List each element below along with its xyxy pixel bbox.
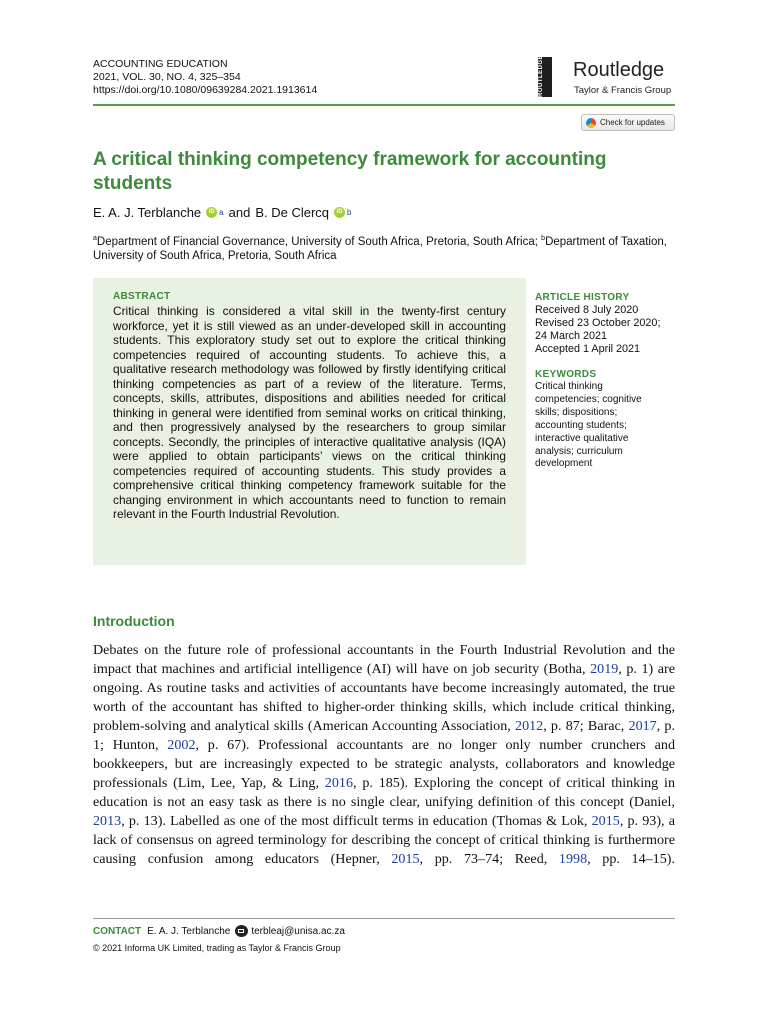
citation-link[interactable]: 1998 <box>558 851 588 867</box>
journal-doi-link[interactable]: https://doi.org/10.1080/09639284.2021.1913614 <box>93 84 318 96</box>
history-received: Received 8 July 2020 <box>535 304 639 316</box>
citation-link[interactable]: 2013 <box>93 813 122 829</box>
orcid-icon[interactable]: iD <box>334 207 345 218</box>
publisher-mark: ROUTLEDGE <box>538 57 552 97</box>
author-1-affil-sup[interactable]: a <box>219 208 224 217</box>
citation-link[interactable]: 2017 <box>628 718 657 734</box>
citation-link[interactable]: 2015 <box>591 813 620 829</box>
affil-b: Department of Taxation, University of South Africa, Pretoria, South Africa <box>93 235 667 262</box>
body-text-run: , p. 185). Exploring the concept of critical thinking in education is not an easy task as there is no single clear, unifying definition of this concept (Daniel, <box>93 775 675 810</box>
orcid-icon[interactable]: iD <box>206 207 217 218</box>
citation-link[interactable]: 2016 <box>324 775 353 791</box>
update-icon <box>586 118 596 128</box>
publisher-logo <box>538 55 688 99</box>
citation-link[interactable]: 2019 <box>590 661 619 677</box>
article-history <box>535 291 675 356</box>
check-for-updates-label: Check for updates <box>600 118 665 127</box>
journal-meta <box>93 58 317 97</box>
publisher-name: Routledge <box>573 59 665 81</box>
author-connector: and <box>228 205 251 220</box>
publisher-group: Taylor & Francis Group <box>574 85 672 96</box>
body-text-run: , p. 87; Barac, <box>543 718 629 734</box>
footer-divider <box>93 918 675 919</box>
check-for-updates-button[interactable] <box>581 114 675 131</box>
keyword-line: development <box>535 458 593 470</box>
affiliations <box>93 232 683 263</box>
contact-email-link[interactable]: terbleaj@unisa.ac.za <box>251 925 345 937</box>
affil-a-sup: a <box>93 235 97 242</box>
author-line <box>93 205 351 220</box>
introduction-paragraph <box>93 641 675 869</box>
email-icon <box>235 925 248 937</box>
author-1-name[interactable]: E. A. J. Terblanche <box>93 205 202 220</box>
history-revised: Revised 23 October 2020; <box>535 317 661 329</box>
keyword-line: competencies; cognitive <box>535 393 642 405</box>
body-text-run: , p. 1) are ongoing. As routine tasks and activities of accountants have become increasingly automated, the true worth of the accountant has shifted to higher-order thinking skills, which include critical thinking, problem-solving and analytical skills (American Accounting Association, <box>93 661 675 734</box>
author-2-affil-sup[interactable]: b <box>347 208 352 217</box>
keywords-list <box>535 381 675 471</box>
citation-link[interactable]: 2012 <box>515 718 544 734</box>
body-text-run: , pp. 14–15). <box>587 851 675 867</box>
abstract-text: Critical thinking is considered a vital skill in the twenty-first century workforce, yet it is still viewed as an under-developed skill in accounting students. This exploratory study set out to explore the critical thinking competencies required of accounting students. To achieve this, a qualitative research methodology was followed by firstly identifying critical thinking competencies as part of a review of the literature. Terms, concepts, skills, attributes, dispositions and abilities needed for critical thinking in general were identified from seminal works on critical thinking, and then progressively analysed by the researchers to group similar concepts. Secondly, the principles of interactive qualitative analysis (IQA) were applied to obtain participants’ views on the critical thinking competencies required of accounting students. This study provides a comprehensive critical thinking competency framework suitable for the changing environment in which accountants need to function to remain relevant in the Fourth Industrial Revolution. <box>113 304 506 521</box>
body-text-run: , pp. 73–74; Reed, <box>419 851 559 867</box>
citation-link[interactable]: 2002 <box>167 737 196 753</box>
history-revised-2: 24 March 2021 <box>535 330 608 342</box>
contact-line <box>93 925 345 937</box>
journal-name: ACCOUNTING EDUCATION <box>93 58 228 70</box>
affil-b-sup: b <box>541 235 546 242</box>
copyright-notice: © 2021 Informa UK Limited, trading as Taylor & Francis Group <box>93 943 341 953</box>
article-title: A critical thinking competency framework for accounting students <box>93 149 607 194</box>
header-divider <box>93 104 675 106</box>
keyword-line: accounting students; <box>535 419 627 431</box>
keyword-line: analysis; curriculum <box>535 445 623 457</box>
contact-name: E. A. J. Terblanche <box>147 925 231 937</box>
history-accepted: Accepted 1 April 2021 <box>535 343 641 355</box>
citation-link[interactable]: 2015 <box>391 851 420 867</box>
abstract-heading: ABSTRACT <box>113 291 171 302</box>
keywords-heading: KEYWORDS <box>535 369 597 380</box>
body-text-run: , p. 13). Labelled as one of the most difficult terms in education (Thomas & Lok, <box>121 813 592 829</box>
body-text-run: , p. 1; Hunton, <box>93 718 675 753</box>
article-history-heading: ARTICLE HISTORY <box>535 292 630 303</box>
contact-label: CONTACT <box>93 925 142 937</box>
affil-a: Department of Financial Governance, University of South Africa, Pretoria, South Africa; <box>96 235 542 248</box>
keywords <box>535 368 675 471</box>
section-heading-introduction: Introduction <box>93 613 175 629</box>
keyword-line: Critical thinking <box>535 381 603 392</box>
body-text-run: , p. 67). Professional accountants are no longer only number crunchers and bookkeepers, but are increasingly expected to be strategic analysts, collaborators and knowledge professionals (Lim, Lee, Yap, & Ling, <box>93 737 675 791</box>
journal-volume: 2021, VOL. 30, NO. 4, 325–354 <box>93 71 241 83</box>
body-text-run: Debates on the future role of professional accountants in the Fourth Industrial Revolution and the impact that machines and artificial intelligence (AI) will have on job security (Botha, <box>93 642 675 677</box>
body-text-run: , p. 93), a lack of consensus on agreed terminology for describing the concept of critical thinking is furthermore causing confusion among educators (Hepner, <box>93 813 675 867</box>
author-2-name[interactable]: B. De Clercq <box>255 205 330 220</box>
keyword-line: skills; dispositions; <box>535 406 618 418</box>
keyword-line: interactive qualitative <box>535 432 629 444</box>
introduction-body <box>93 641 675 869</box>
